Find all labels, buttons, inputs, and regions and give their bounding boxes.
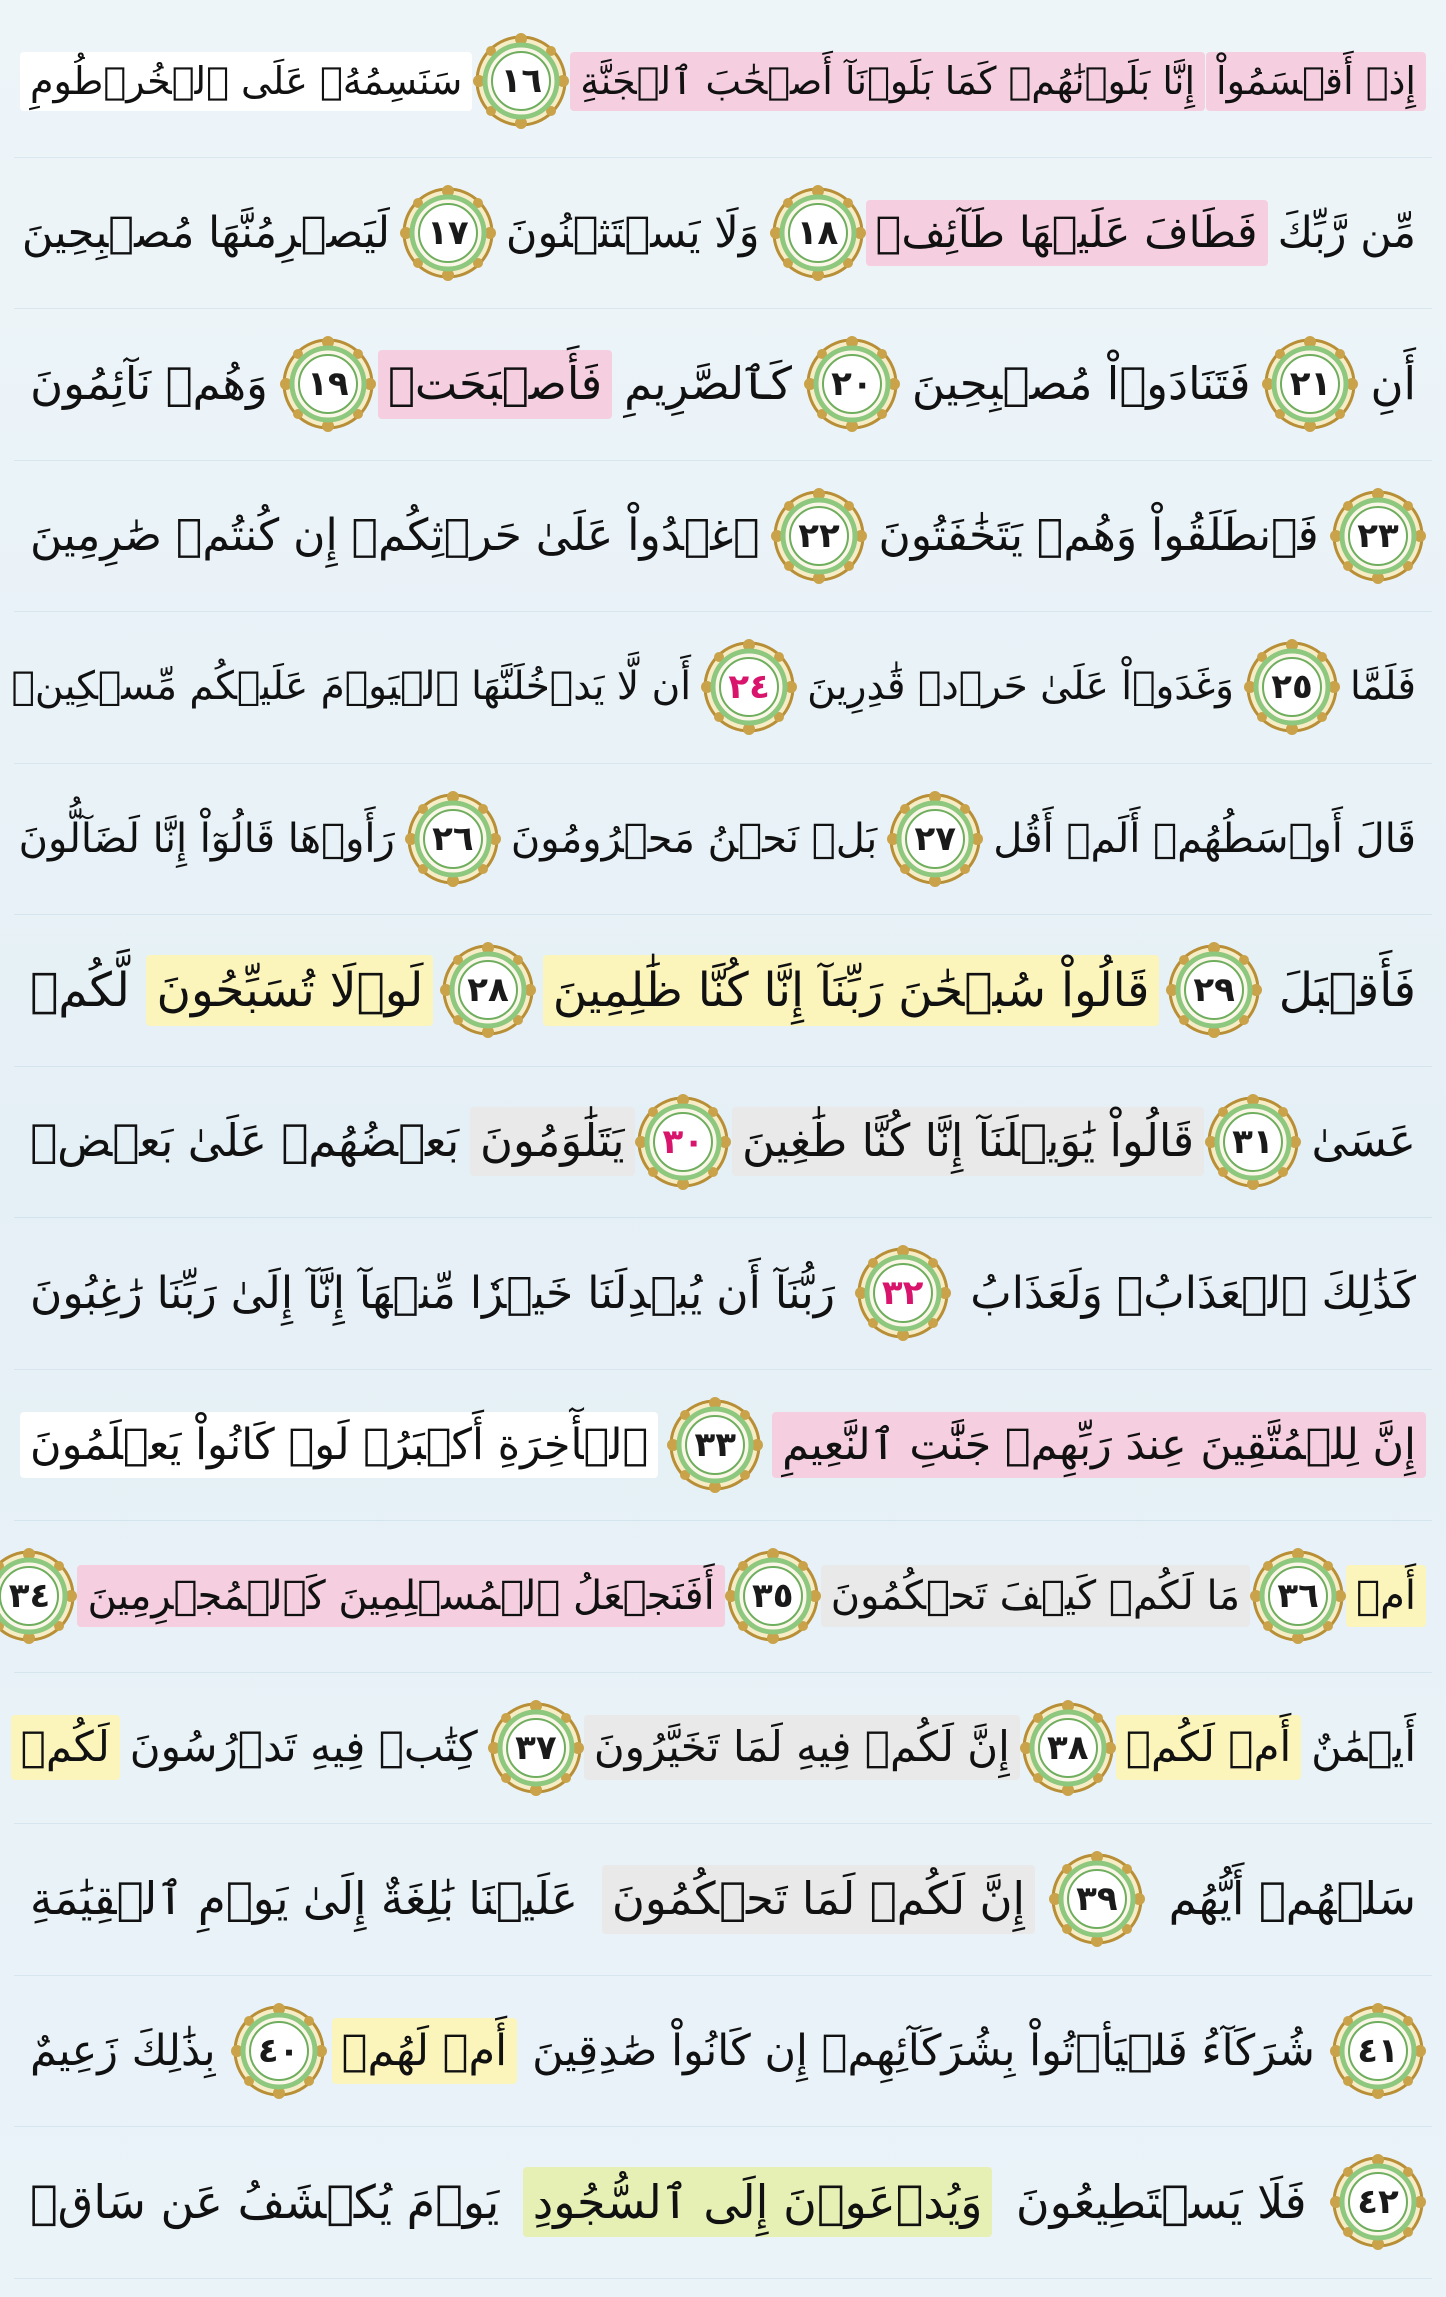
ayah-number: ٢٧ bbox=[914, 818, 956, 859]
ayah-marker-icon[interactable] bbox=[1244, 639, 1340, 735]
ayah-marker-icon[interactable] bbox=[1330, 488, 1426, 584]
ayah-marker-icon[interactable] bbox=[1049, 1851, 1145, 1947]
ayah-marker-icon[interactable] bbox=[725, 1548, 821, 1644]
ayah-marker-icon[interactable] bbox=[770, 185, 866, 281]
highlighted-verse-text[interactable]: مَا لَكُمۡ كَيۡفَ تَحۡكُمُونَ bbox=[821, 1565, 1250, 1627]
highlighted-verse-text[interactable]: إِذۡ أَقۡسَمُواْ bbox=[1206, 52, 1426, 111]
ayah-number: ٤٠ bbox=[257, 2030, 300, 2071]
ayah-number: ٢٠ bbox=[831, 364, 873, 405]
verse-text[interactable]: ٱغۡدُواْ عَلَىٰ حَرۡثِكُمۡ إِن كُنتُمۡ صَٰرِمِينَ bbox=[30, 510, 760, 562]
ayah-number: ٤١ bbox=[1357, 2030, 1399, 2071]
verse-text[interactable]: بَلۡ نَحۡنُ مَحۡرُومُونَ bbox=[510, 815, 878, 862]
verse-text[interactable]: وَهُمۡ نَآئِمُونَ bbox=[30, 356, 268, 410]
mushaf-line bbox=[11, 612, 1432, 764]
highlighted-verse-text[interactable]: أَمۡ bbox=[1346, 1565, 1426, 1627]
highlighted-verse-text[interactable]: يَتَلَٰوَمُونَ bbox=[470, 1107, 635, 1176]
ayah-marker-icon[interactable] bbox=[1205, 1094, 1301, 1190]
mushaf-line bbox=[14, 158, 1432, 310]
ayah-marker-icon[interactable] bbox=[635, 1094, 731, 1190]
highlighted-verse-text[interactable]: أَمۡ لَهُمۡ bbox=[332, 2018, 517, 2084]
mushaf-line bbox=[14, 6, 1432, 158]
verse-text[interactable]: يَوۡمَ يُكۡشَفُ عَن سَاقٖ bbox=[30, 2175, 500, 2230]
verse-text[interactable]: كَذَٰلِكَ ٱلۡعَذَابُۖ وَلَعَذَابُ bbox=[970, 1267, 1416, 1319]
ayah-number: ١٩ bbox=[307, 364, 349, 405]
ayah-marker-icon[interactable] bbox=[280, 336, 376, 432]
ayah-marker-icon[interactable] bbox=[667, 1397, 763, 1493]
ayah-number: ٣٥ bbox=[751, 1576, 794, 1617]
verse-text[interactable]: رَبُّنَآ أَن يُبۡدِلَنَا خَيۡرٗا مِّنۡهَآ إِنَّآ إِلَىٰ رَبِّنَا رَٰغِبُونَ bbox=[30, 1267, 835, 1319]
verse-text[interactable]: قَالَ أَوۡسَطُهُمۡ أَلَمۡ أَقُل bbox=[993, 815, 1416, 862]
ayah-marker-icon[interactable] bbox=[1262, 336, 1358, 432]
verse-text[interactable]: فَتَنَادَوۡاْ مُصۡبِحِينَ bbox=[911, 356, 1251, 410]
verse-text[interactable]: عَسَىٰ bbox=[1311, 1114, 1416, 1168]
verse-text[interactable]: فَلَمَّا bbox=[1350, 663, 1416, 709]
ayah-number: ٢١ bbox=[1289, 364, 1332, 405]
verse-text[interactable]: كِتَٰبٞ فِيهِ تَدۡرُسُونَ bbox=[129, 1722, 478, 1772]
ayah-marker-icon[interactable] bbox=[771, 488, 867, 584]
verse-text[interactable]: مِّن رَّبِّكَ bbox=[1277, 207, 1416, 258]
mushaf-line bbox=[14, 1824, 1432, 1976]
ayah-marker-icon[interactable] bbox=[231, 2003, 327, 2099]
ayah-number: ٢٥ bbox=[1271, 667, 1313, 708]
highlighted-verse-text[interactable]: أَفَنَجۡعَلُ ٱلۡمُسۡلِمِينَ كَٱلۡمُجۡرِمِينَ bbox=[77, 1565, 724, 1627]
verse-text[interactable]: رَأَوۡهَا قَالُوٓاْ إِنَّا لَضَآلُّونَ bbox=[18, 815, 395, 862]
ayah-marker-icon[interactable] bbox=[1330, 2003, 1426, 2099]
verse-text[interactable]: أَيۡمَٰنٌ bbox=[1311, 1722, 1416, 1772]
ayah-marker-icon[interactable] bbox=[405, 791, 501, 887]
ayah-marker-icon[interactable] bbox=[1020, 1700, 1116, 1796]
highlighted-verse-text[interactable]: إِنَّا بَلَوۡنَٰهُمۡ كَمَا بَلَوۡنَآ أَصۡحَٰبَ ٱلۡجَنَّةِ bbox=[570, 52, 1205, 111]
highlighted-verse-text[interactable]: قَالُواْ يَٰوَيۡلَنَآ إِنَّا كُنَّا طَٰغِينَ bbox=[732, 1107, 1204, 1176]
ayah-marker-icon[interactable] bbox=[855, 1245, 951, 1341]
highlighted-verse-text[interactable]: ٱلۡأٓخِرَةِ أَكۡبَرُۚ لَوۡ كَانُواْ يَعۡلَمُونَ bbox=[20, 1412, 658, 1478]
mushaf-line bbox=[14, 1673, 1432, 1825]
ayah-marker-icon[interactable] bbox=[440, 942, 536, 1038]
highlighted-verse-text[interactable]: إِنَّ لَكُمۡ لَمَا تَحۡكُمُونَ bbox=[602, 1865, 1035, 1934]
mushaf-line bbox=[14, 1370, 1432, 1522]
ayah-marker-icon[interactable] bbox=[804, 336, 900, 432]
verse-text[interactable]: وَغَدَوۡاْ عَلَىٰ حَرۡدٖ قَٰدِرِينَ bbox=[807, 663, 1235, 709]
mushaf-line bbox=[14, 1067, 1432, 1219]
verse-text[interactable]: عَلَيۡنَا بَٰلِغَةٌ إِلَىٰ يَوۡمِ ٱلۡقِيَٰمَةِ bbox=[30, 1871, 579, 1925]
highlighted-verse-text[interactable]: إِنَّ لِلۡمُتَّقِينَ عِندَ رَبِّهِمۡ جَنَّٰتِ ٱلنَّعِيمِ bbox=[772, 1412, 1426, 1478]
highlighted-verse-text[interactable]: وَيُدۡعَوۡنَ إِلَى ٱلسُّجُودِ bbox=[523, 2167, 993, 2237]
highlighted-verse-text[interactable]: فَأَصۡبَحَتۡ bbox=[378, 350, 612, 419]
highlighted-verse-text[interactable]: لَوۡلَا تُسَبِّحُونَ bbox=[146, 955, 433, 1026]
ayah-number: ٢٩ bbox=[1193, 970, 1235, 1011]
ayah-number: ٣٣ bbox=[694, 1424, 736, 1465]
highlighted-verse-text[interactable]: سَنَسِمُهُۥ عَلَى ٱلۡخُرۡطُومِ bbox=[20, 52, 472, 111]
mushaf-line bbox=[14, 1976, 1432, 2128]
ayah-number: ١٧ bbox=[427, 212, 469, 253]
ayah-number: ٢٤ bbox=[728, 667, 770, 708]
mushaf-line bbox=[14, 309, 1432, 461]
ayah-marker-icon[interactable] bbox=[400, 185, 496, 281]
verse-text[interactable]: وَلَا يَسۡتَثۡنُونَ bbox=[505, 207, 760, 258]
ayah-marker-icon[interactable] bbox=[1166, 942, 1262, 1038]
verse-text[interactable]: أَنِ bbox=[1370, 356, 1416, 410]
highlighted-verse-text[interactable]: أَمۡ لَكُمۡ bbox=[1116, 1715, 1301, 1780]
highlighted-verse-text[interactable]: قَالُواْ سُبۡحَٰنَ رَبِّنَآ إِنَّا كُنَّا ظَٰلِمِينَ bbox=[543, 955, 1160, 1026]
ayah-number: ١٨ bbox=[796, 212, 839, 253]
ayah-number: ٣٩ bbox=[1076, 1879, 1118, 1920]
verse-text[interactable]: كَٱلصَّرِيمِ bbox=[624, 356, 792, 410]
ayah-number: ٢٦ bbox=[432, 818, 474, 859]
ayah-number: ٣١ bbox=[1232, 1121, 1274, 1162]
ayah-marker-icon[interactable] bbox=[488, 1700, 584, 1796]
ayah-number: ٣٨ bbox=[1047, 1727, 1089, 1768]
ayah-number: ٣٠ bbox=[662, 1121, 705, 1162]
verse-text[interactable]: لَّكُمۡ bbox=[30, 962, 130, 1018]
mushaf-line bbox=[14, 2127, 1432, 2279]
ayah-number: ٢٨ bbox=[467, 970, 509, 1011]
mushaf-line bbox=[8, 1521, 1432, 1673]
ayah-number: ٢٣ bbox=[1357, 515, 1399, 556]
ayah-number: ١٦ bbox=[500, 61, 543, 102]
mushaf-line bbox=[14, 1218, 1432, 1370]
verse-text[interactable]: شُرَكَآءُ فَلۡيَأۡتُواْ بِشُرَكَآئِهِمۡ إِن كَانُواْ صَٰدِقِينَ bbox=[532, 2025, 1315, 2076]
ayah-marker-icon[interactable] bbox=[0, 1548, 77, 1644]
ayah-marker-icon[interactable] bbox=[887, 791, 983, 887]
verse-text[interactable]: فَٱنطَلَقُواْ وَهُمۡ يَتَخَٰفَتُونَ bbox=[878, 510, 1319, 562]
verse-text[interactable]: أَن لَّا يَدۡخُلَنَّهَا ٱلۡيَوۡمَ عَلَيۡكُم مِّسۡكِينٞ bbox=[11, 663, 692, 709]
mushaf-line bbox=[14, 764, 1432, 916]
highlighted-verse-text[interactable]: إِنَّ لَكُمۡ فِيهِ لَمَا تَخَيَّرُونَ bbox=[584, 1715, 1020, 1780]
verse-text[interactable]: لَيَصۡرِمُنَّهَا مُصۡبِحِينَ bbox=[21, 207, 390, 258]
verse-text[interactable]: بِذَٰلِكَ زَعِيمٌ bbox=[30, 2025, 216, 2076]
ayah-number: ٣٤ bbox=[8, 1576, 51, 1617]
mushaf-line bbox=[14, 915, 1432, 1067]
ayah-marker-icon[interactable] bbox=[473, 33, 569, 129]
ayah-number: ٣٢ bbox=[881, 1273, 924, 1314]
ayah-number: ٣٦ bbox=[1277, 1576, 1319, 1617]
ayah-marker-icon[interactable] bbox=[1330, 2154, 1426, 2250]
highlighted-verse-text[interactable]: لَكُمۡ bbox=[11, 1715, 120, 1780]
verse-text[interactable]: فَأَقۡبَلَ bbox=[1278, 962, 1416, 1018]
ayah-number: ٢٢ bbox=[798, 515, 840, 556]
ayah-marker-icon[interactable] bbox=[1250, 1548, 1346, 1644]
ayah-number: ٤٢ bbox=[1357, 2182, 1399, 2223]
highlighted-verse-text[interactable]: فَطَافَ عَلَيۡهَا طَآئِفٞ bbox=[866, 200, 1268, 266]
verse-text[interactable]: فَلَا يَسۡتَطِيعُونَ bbox=[1015, 2175, 1307, 2230]
verse-text[interactable]: سَلۡهُمۡ أَيُّهُم bbox=[1168, 1871, 1416, 1925]
ayah-number: ٣٧ bbox=[515, 1727, 557, 1768]
mushaf-line bbox=[14, 461, 1432, 613]
verse-text[interactable]: بَعۡضُهُمۡ عَلَىٰ بَعۡضٖ bbox=[30, 1114, 460, 1168]
ayah-marker-icon[interactable] bbox=[701, 639, 797, 735]
